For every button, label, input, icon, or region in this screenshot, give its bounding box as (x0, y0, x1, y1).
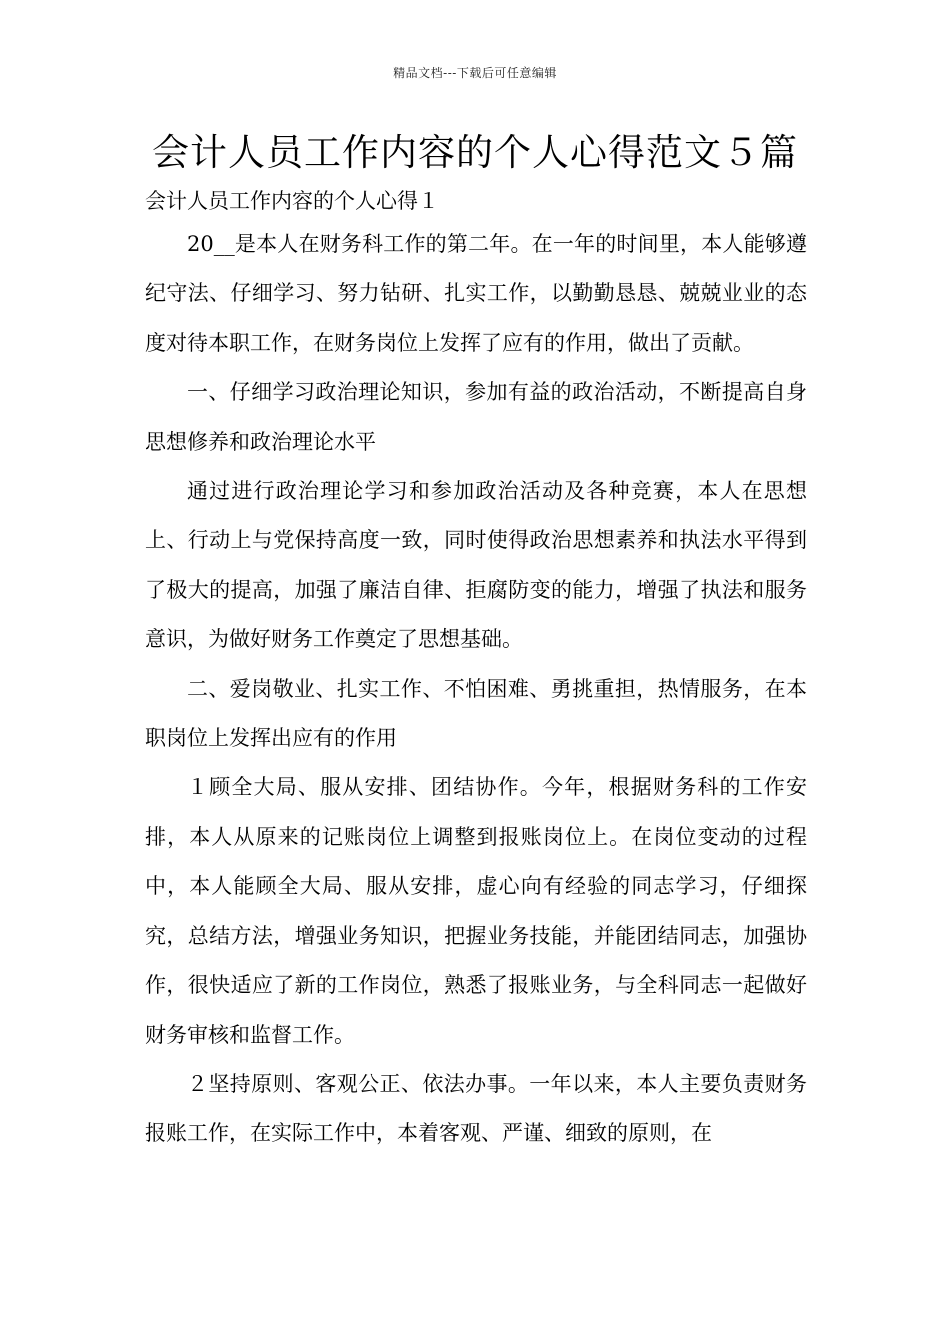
document-body (145, 182, 807, 1159)
paragraph-point-one-heading: 一、仔细学习政治理论知识，参加有益的政治活动，不断提高自身思想修养和政治理论水平 (145, 380, 807, 454)
paragraph-intro: 20__是本人在财务科工作的第二年。在一年的时间里，本人能够遵纪守法、仔细学习、努力钻研、扎实工作，以勤勤恳恳、兢兢业业的态度对待本职工作，在财务岗位上发挥了应有的作用，做出了贡献。 (145, 232, 807, 355)
header-note: 精品文档---下载后可任意编辑 (393, 66, 557, 80)
paragraph-point-two-heading: 二、爱岗敬业、扎实工作、不怕困难、勇挑重担，热情服务，在本职岗位上发挥出应有的作用 (145, 676, 807, 751)
paragraph-item-two: ２坚持原则、客观公正、依法办事。一年以来，本人主要负责财务报账工作，在实际工作中，本着客观、严谨、细致的原则，在 (145, 1071, 807, 1146)
document-title: 会计人员工作内容的个人心得范文５篇 (152, 131, 798, 174)
paragraph-item-one: １顾全大局、服从安排、团结协作。今年，根据财务科的工作安排，本人从原来的记账岗位上调整到报账岗位上。在岗位变动的过程中，本人能顾全大局、服从安排，虚心向有经验的同志学习，仔细探究，总结方法，增强业务知识，把握业务技能，并能团结同志，加强协作，很快适应了新的工作岗位，熟悉了报账业务，与全科同志一起做好财务审核和监督工作。 (145, 775, 807, 1047)
section-heading: 会计人员工作内容的个人心得１ (145, 189, 439, 213)
paragraph-point-one-body: 通过进行政治理论学习和参加政治活动及各种竞赛，本人在思想上、行动上与党保持高度一致，同时使得政治思想素养和执法水平得到了极大的提高，加强了廉洁自律、拒腐防变的能力，增强了执法和服务意识，为做好财务工作奠定了思想基础。 (145, 479, 807, 652)
